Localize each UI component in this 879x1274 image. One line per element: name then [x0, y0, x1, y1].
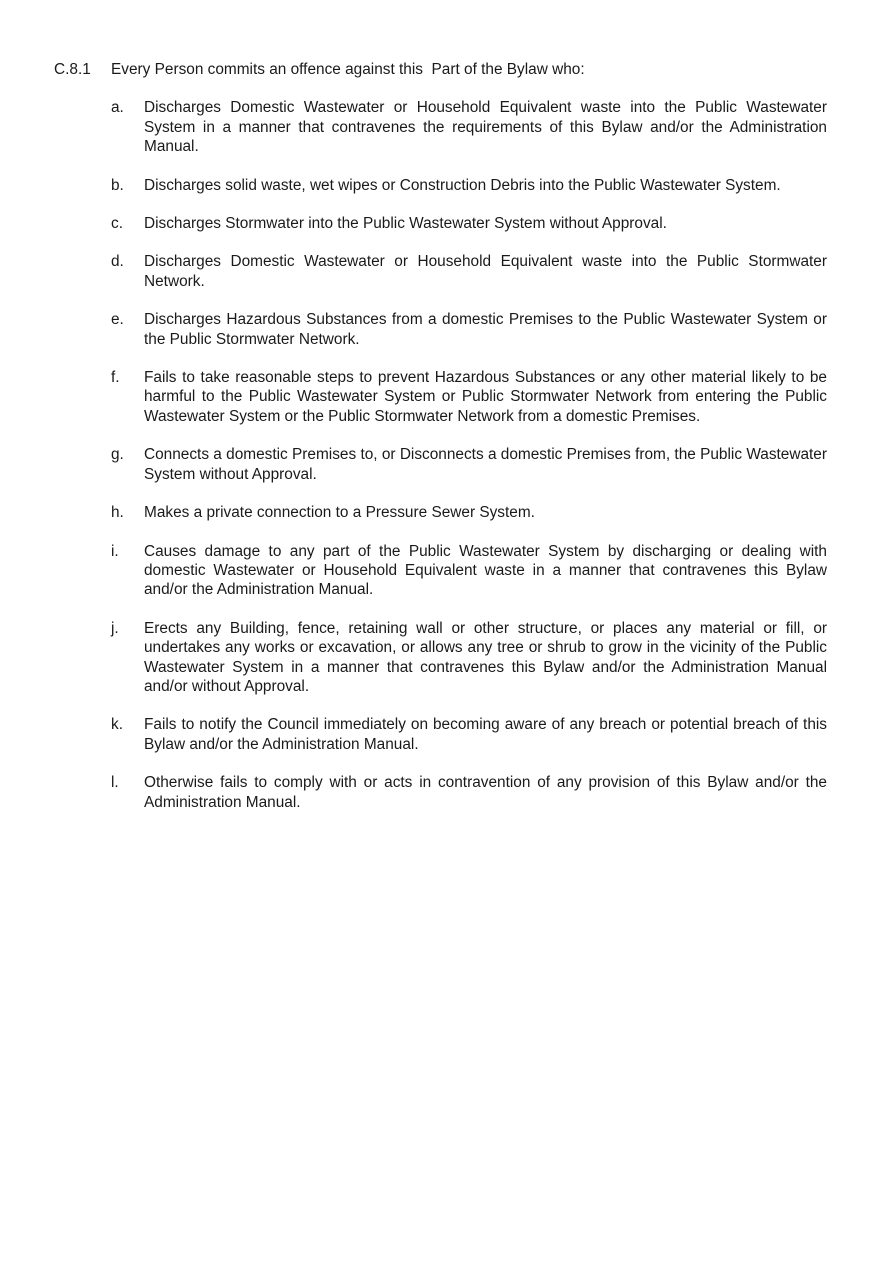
item-letter: l. — [111, 774, 119, 792]
item-text: Discharges Hazardous Substances from a domestic Premises to the Public Wastewater System or the Public Stormwater Network. — [144, 311, 827, 348]
list-item — [111, 773, 834, 812]
item-letter: i. — [111, 542, 119, 560]
clause-c-8-1 — [54, 60, 834, 831]
item-letter: h. — [111, 504, 124, 522]
list-item — [111, 368, 834, 426]
item-text: Causes damage to any part of the Public Wastewater System by discharging or dealing with domestic Wastewater or Household Equivalent waste in a manner that contravenes this Bylaw and/or the Administration Manual. — [144, 542, 827, 599]
list-item — [111, 619, 834, 697]
offence-list — [111, 98, 834, 812]
item-letter: e. — [111, 311, 124, 329]
list-item — [111, 715, 834, 754]
item-text: Fails to take reasonable steps to prevent Hazardous Substances or any other material likely to be harmful to the Public Wastewater System or Public Stormwater Network from entering the Public Wastewater System or the Public Stormwater Network from a domestic Premises. — [144, 369, 827, 425]
item-text: Discharges Domestic Wastewater or Household Equivalent waste into the Public Stormwater Network. — [144, 253, 827, 290]
item-text: Discharges Stormwater into the Public Wastewater System without Approval. — [144, 215, 667, 233]
list-item — [111, 252, 834, 291]
list-item — [111, 214, 834, 233]
item-text: Fails to notify the Council immediately on becoming aware of any breach or potential breach of this Bylaw and/or the Administration Manual. — [144, 716, 827, 753]
list-item — [111, 445, 834, 484]
clause-intro: Every Person commits an offence against this Part of the Bylaw who: — [111, 61, 585, 78]
item-text: Otherwise fails to comply with or acts in contravention of any provision of this Bylaw and/or the Administration Manual. — [144, 774, 827, 811]
item-letter: f. — [111, 369, 120, 387]
item-letter: j. — [111, 619, 119, 637]
item-letter: a. — [111, 99, 124, 117]
item-text: Erects any Building, fence, retaining wall or other structure, or places any material or fill, or undertakes any works or excavation, or allows any tree or shrub to grow in the vicinity of the Public Wastewater System in a manner that contravenes this Bylaw and/or the Administration Manual and/or without Approval. — [144, 619, 827, 695]
item-text: Discharges Domestic Wastewater or Household Equivalent waste into the Public Wastewater System in a manner that contravenes the requirements of this Bylaw and/or the Administration Manual. — [144, 99, 827, 156]
item-letter: b. — [111, 176, 124, 194]
item-letter: d. — [111, 253, 124, 271]
list-item — [111, 503, 834, 522]
list-item — [111, 310, 834, 349]
clause-heading — [54, 60, 834, 79]
list-item — [111, 176, 834, 195]
item-letter: g. — [111, 446, 124, 464]
item-text: Discharges solid waste, wet wipes or Construction Debris into the Public Wastewater System. — [144, 176, 781, 194]
item-text: Connects a domestic Premises to, or Disconnects a domestic Premises from, the Public Wastewater System without Approval. — [144, 446, 827, 483]
item-letter: c. — [111, 215, 123, 233]
item-text: Makes a private connection to a Pressure Sewer System. — [144, 504, 535, 522]
clause-number: C.8.1 — [54, 61, 91, 78]
item-letter: k. — [111, 716, 123, 734]
list-item — [111, 98, 834, 156]
list-item — [111, 542, 834, 600]
